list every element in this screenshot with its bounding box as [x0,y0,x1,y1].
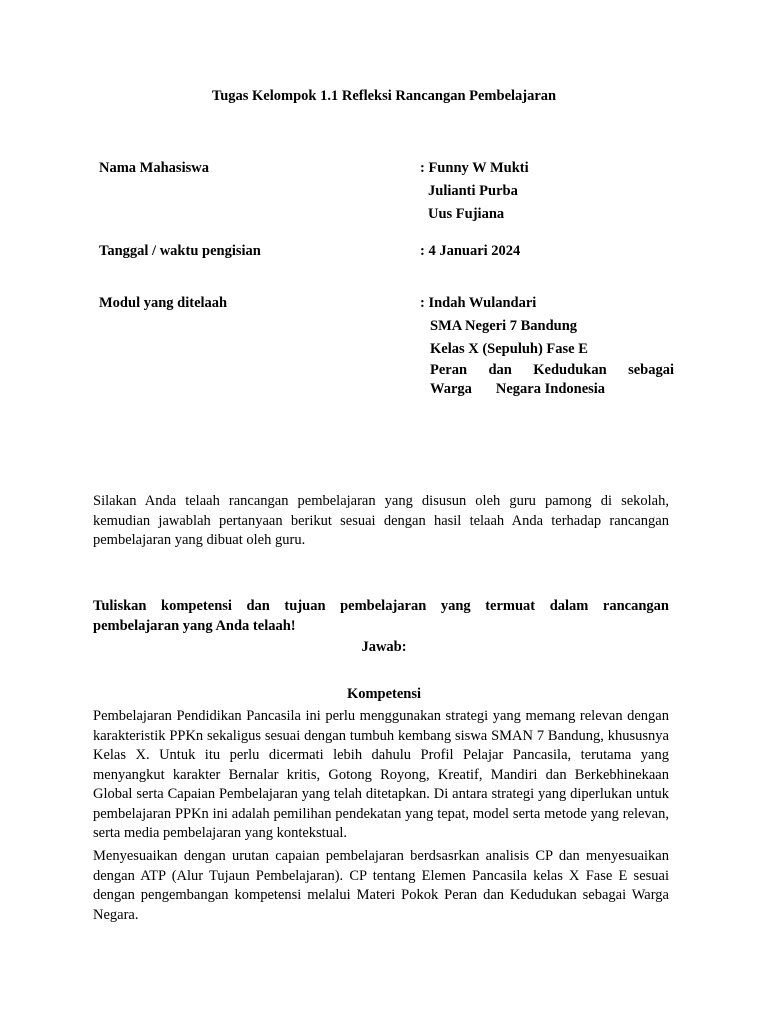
modul-value-2: SMA Negeri 7 Bandung [430,318,578,334]
modul-word-peran: Peran [430,362,468,378]
modul-word-dan: dan [488,362,512,378]
modul-values [420,292,674,399]
answer-label: Jawab: [361,639,407,655]
modul-word-warga: Warga [430,381,472,397]
tanggal-label: Tanggal / waktu pengisian [99,243,261,259]
modul-word-sebagai: sebagai [628,362,674,378]
modul-label: Modul yang ditelaah [99,295,228,311]
modul-value-1: : Indah Wulandari [420,295,537,311]
nama-value-2: Julianti Purba [428,183,518,199]
modul-value-4 [420,361,674,399]
modul-word-negara-indonesia: Negara Indonesia [495,381,606,397]
section-heading-kompetensi: Kompetensi [346,686,422,702]
tanggal-value [420,240,520,263]
modul-value-3: Kelas X (Sepuluh) Fase E [430,341,588,357]
paragraph-kompetensi-1: Pembelajaran Pendidikan Pancasila ini perlu menggunakan strategi yang memang relevan dengan karakteristik PPKn sekaligus sesuai dengan tumbuh kembang siswa SMAN 7 Bandung, khususnya Kelas X. Untuk itu perlu dicermati lebih dahulu Profil Pelajar Pancasila, terutama yang menyangkut karakter Bernalar kritis, Gotong Royong, Kreatif, Mandiri dan Berkebhinekaan Global serta Capaian Pembelajaran yang telah ditetapkan. Di antara strategi yang diperlukan untuk pembelajaran PPKn ini adalah pemilihan pendekatan yang tepat, model serta metode yang relevan, serta media pembelajaran yang kontekstual. [93,708,669,841]
nama-value-3: Uus Fujiana [428,206,505,222]
modul-word-kedudukan: Kedudukan [533,362,607,378]
intro-paragraph: Silakan Anda telaah rancangan pembelajaran yang disusun oleh guru pamong di sekolah, kemudian jawablah pertanyaan berikut sesuai dengan hasil telaah Anda terhadap rancangan pembelajaran yang dibuat oleh guru. [93,493,669,548]
paragraph-kompetensi-2: Menyesuaikan dengan urutan capaian pembelajaran berdsasrkan analisis CP dan menyesuaikan dengan ATP (Alur Tujaun Pembelajaran). CP tentang Elemen Pancasila kelas X Fase E sesuai dengan pengembangan kompetensi melalui Materi Pokok Peran dan Kedudukan sebagai Warga Negara. [93,848,669,923]
document-title: Tugas Kelompok 1.1 Refleksi Rancangan Pembelajaran [211,88,557,104]
question-text: Tuliskan kompetensi dan tujuan pembelajaran yang termuat dalam rancangan pembelajaran yang Anda telaah! [93,598,669,634]
tanggal-value-text: : 4 Januari 2024 [420,243,521,259]
nama-label: Nama Mahasiswa [99,160,209,176]
nama-values [420,157,529,226]
nama-value-1: : Funny W Mukti [420,160,529,176]
